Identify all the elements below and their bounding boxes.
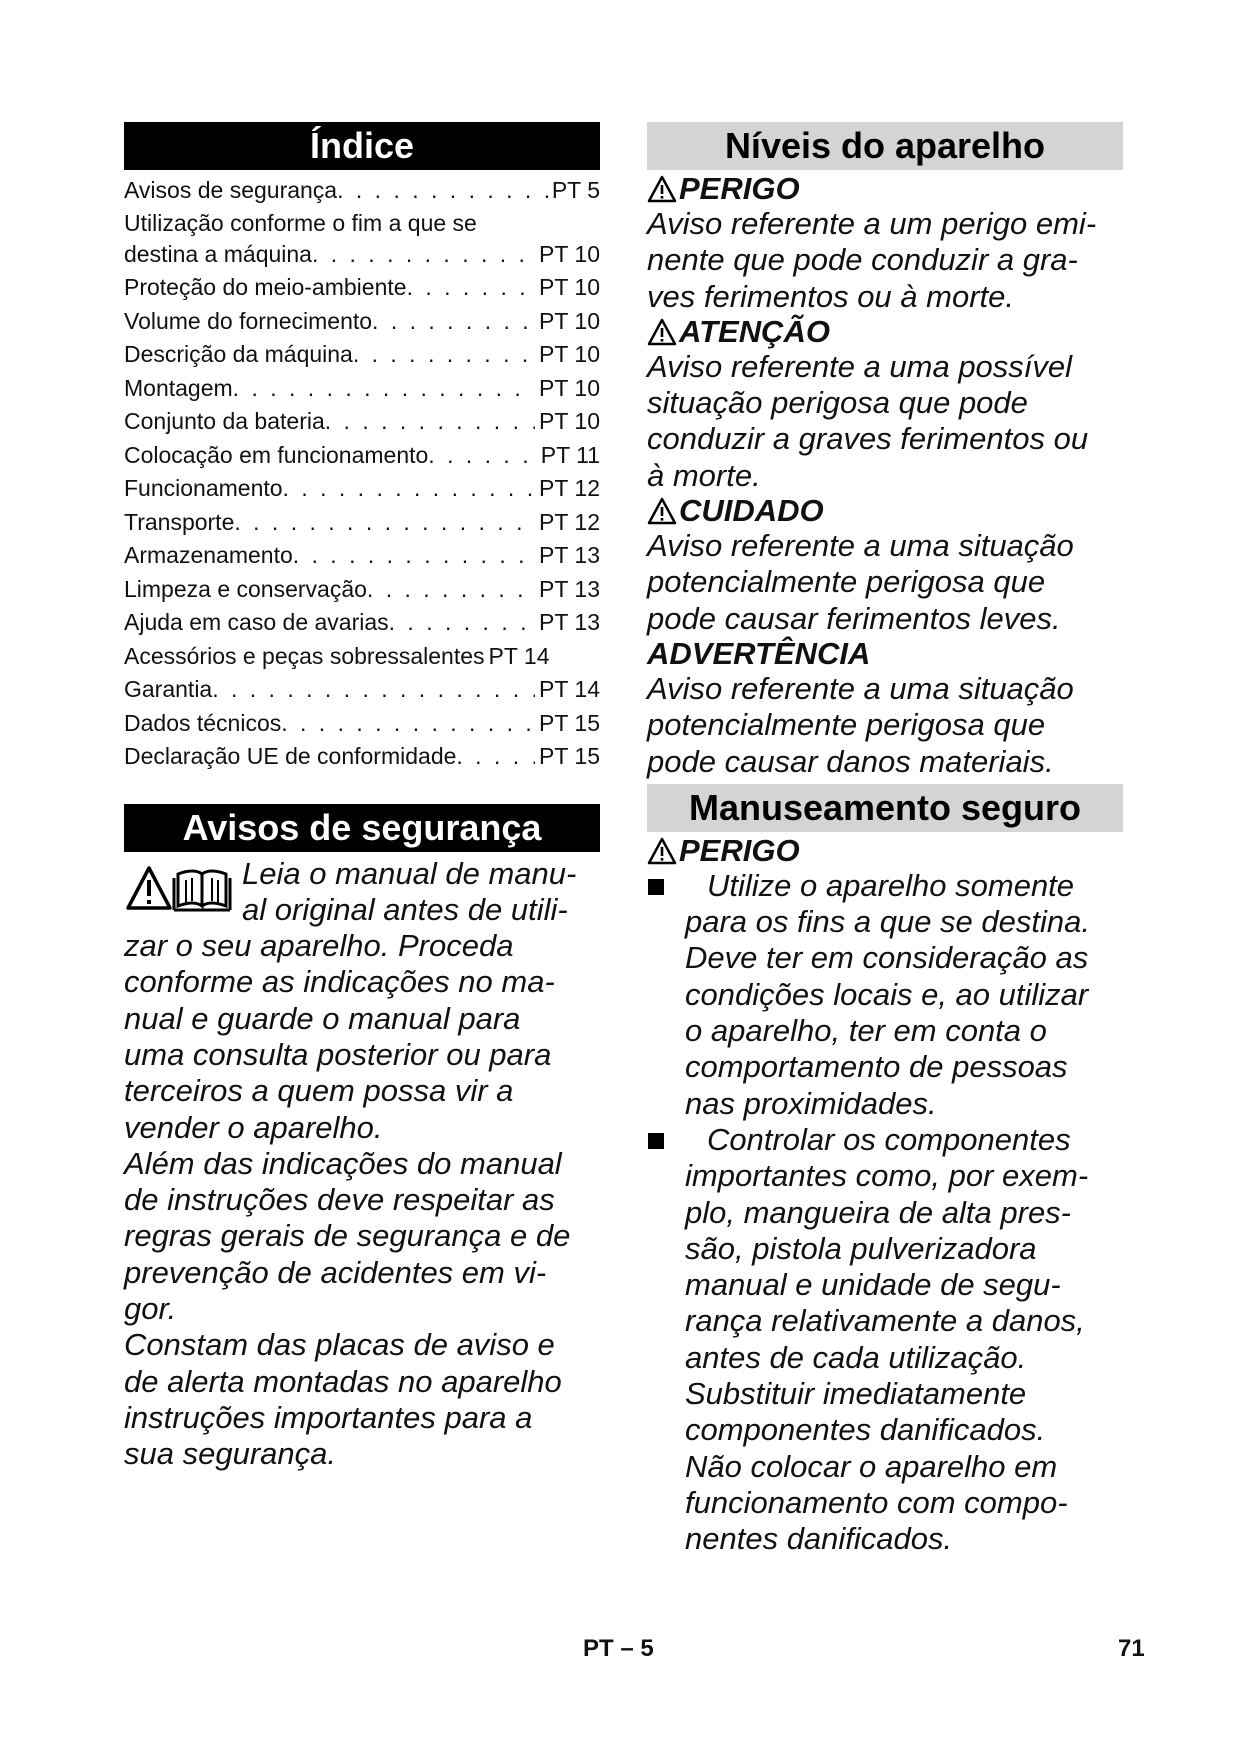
toc-entry[interactable]: Dados técnicos . . . PT 15 [124,707,600,741]
toc-entry[interactable]: Conjunto da bateria . . . PT 10 [124,405,600,439]
list-item: Utilize o aparelho somente para os fins a que se destina. Deve ter em consideração as condições locais e, ao utilizar o aparelho, ter em conta o comportamento de pessoas nas proximidades. [647,868,1123,1122]
bullet-square-icon [648,1133,664,1149]
warning-icon [647,175,677,203]
toc-entry[interactable]: Transporte . . . PT 12 [124,506,600,540]
level-label: ATENÇÃO [647,315,1123,349]
warning-icon [647,497,677,525]
warning-and-manual-icons [126,864,236,912]
levels-heading: Níveis do aparelho [647,122,1123,170]
warning-manual-icon [126,864,236,912]
index-heading: Índice [124,122,600,170]
toc-entry[interactable]: Ajuda em caso de avarias . . . PT 13 [124,606,600,640]
toc-entry[interactable]: Acessórios e peças sobressalentes PT 14 [124,642,550,669]
handling-heading: Manuseamento seguro [647,784,1123,832]
warning-icon [647,318,677,346]
safety-paragraph-2: Além das indicações do manual de instruções deve respeitar as regras gerais de segurança e de prevenção de acidentes em vi- gor. [124,1145,571,1327]
level-atencao: ATENÇÃO Aviso referente a uma possível situação perigosa que pode conduzir a graves ferimentos ou à morte. [647,315,1123,494]
safety-intro-line: Leia o manual de manu- [242,855,577,891]
toc-entry[interactable]: Armazenamento . . . PT 13 [124,539,600,573]
toc-entry[interactable]: Volume do fornecimento . . . PT 10 [124,305,600,339]
handling-label: PERIGO [647,834,1123,868]
level-label: ADVERTÊNCIA [647,635,871,671]
table-of-contents [124,174,600,774]
toc-entry-first-line[interactable]: Utilização conforme o fim a que se [124,209,477,236]
left-column [124,122,600,1473]
toc-entry[interactable]: Declaração UE de conformidade . . . PT 15 [124,740,600,774]
footer-page-number: 71 [1118,1635,1145,1662]
safety-paragraph-3: Constam das placas de aviso e de alerta montadas no aparelho instruções importantes para a sua segurança. [124,1327,562,1472]
level-label: PERIGO [647,172,1123,206]
footer-section-label: PT – 5 [583,1635,654,1662]
toc-entry[interactable]: Colocação em funcionamento . . . PT 11 [124,439,600,473]
toc-entry[interactable]: Proteção do meio-ambiente . . . PT 10 [124,271,600,305]
right-column [647,122,1123,1558]
list-item: Controlar os componentes importantes como, por exem- plo, mangueira de alta pres- são, pistola pulverizadora manual e unidade de segu- rança relativamente a danos, antes de cada utilização. Substituir imediatamente componentes danificados. Não colocar o aparelho em funcionamento com compo- nentes danificados. [647,1122,1123,1558]
toc-entry[interactable]: Montagem . . . PT 10 [124,372,600,406]
bullet-square-icon [648,879,664,895]
toc-entry[interactable]: Avisos de segurança . . . PT 5 [124,174,600,208]
safety-heading: Avisos de segurança [124,804,600,852]
warning-icon [647,837,677,865]
safety-intro [124,856,600,1473]
toc-entry[interactable]: Garantia . . . PT 14 [124,673,600,707]
level-advertencia: ADVERTÊNCIA Aviso referente a uma situação potencialmente perigosa que pode causar danos materiais. [647,637,1123,780]
toc-entry[interactable]: Descrição da máquina . . . PT 10 [124,338,600,372]
level-cuidado: CUIDADO Aviso referente a uma situação potencialmente perigosa que pode causar ferimentos leves. [647,494,1123,637]
toc-entry[interactable]: Funcionamento . . . PT 12 [124,472,600,506]
level-perigo: PERIGO Aviso referente a um perigo emi- nente que pode conduzir a gra- ves ferimentos ou à morte. [647,172,1123,315]
level-label: CUIDADO [647,494,1123,528]
safety-intro-line: al original antes de utili- [242,891,568,927]
safety-paragraph-1: zar o seu aparelho. Proceda conforme as indicações no ma- nual e guarde o manual para uma consulta posterior ou para terceiros a quem possa vir a vender o aparelho. [124,928,555,1145]
toc-entry[interactable]: destina a máquina . . . PT 10 [124,238,600,272]
toc-entry[interactable]: Limpeza e conservação . . . PT 13 [124,573,600,607]
